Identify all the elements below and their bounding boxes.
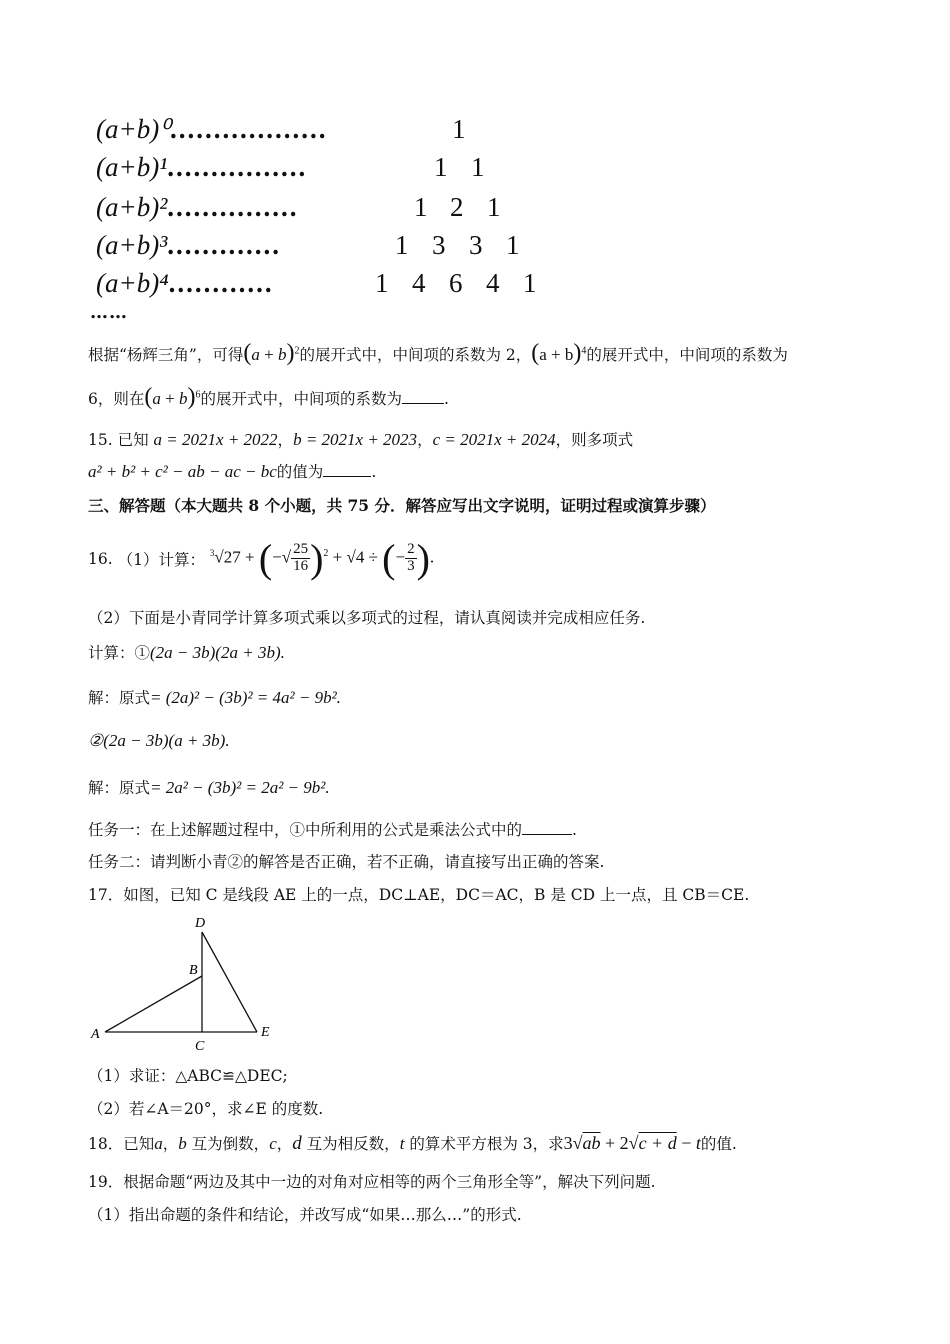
yanghui-row: (a+b)¹................ — [96, 152, 308, 182]
coef: 1 — [375, 268, 389, 298]
section-heading: 三、解答题（本大题共 8 个小题，共 75 分．解答应写出文字说明，证明过程或演算步骤） — [88, 496, 716, 515]
answer-blank[interactable] — [522, 820, 572, 835]
q16-part1: 16. （1）计算： $^3$√27 + (−√ $\frac{25}{16}$ )$^2$ + √4 ÷ (− $\frac{2}{3}$ ). — [88, 536, 435, 581]
q15-stem: 15. 已知 a = 2021x + 2022，b = 2021x + 2023，c = 2021x + 2024，则多项式 — [88, 430, 634, 449]
coef: 6 — [449, 268, 463, 298]
q16-sol2: 解：原式= 2a² − (3b)² = 2a² − 9b². — [88, 778, 330, 797]
ellipsis: …… — [90, 302, 128, 323]
label-c: C — [195, 1039, 205, 1054]
label-d: D — [195, 916, 206, 931]
coef: 4 — [412, 268, 426, 298]
q16-task2: 任务二：请判断小青②的解答是否正确，若不正确，请直接写出正确的答案. — [88, 853, 605, 871]
yanghui-row: (a+b)³............. — [96, 230, 282, 260]
coef: 2 — [450, 192, 464, 222]
q16-part2: （2）下面是小青同学计算多项式乘以多项式的过程，请认真阅读并完成相应任务. — [88, 609, 646, 627]
answer-blank[interactable] — [402, 389, 444, 404]
q16-sol1: 解：原式= (2a)² − (3b)² = 4a² − 9b². — [88, 688, 341, 707]
coef: 4 — [486, 268, 500, 298]
q18-stem: 18．已知a，b 互为倒数，c，d 互为相反数，t 的算术平方根为 3，求3√ab + 2√c + d − t的值. — [88, 1133, 737, 1154]
answer-blank[interactable] — [323, 462, 371, 477]
yanghui-row: (a+b)²............... — [96, 192, 299, 222]
coef: 1 — [434, 152, 448, 182]
coef: 1 — [452, 114, 466, 144]
q19-stem: 19．根据命题“两边及其中一边的对角对应相等的两个三角形全等”，解决下列问题. — [88, 1173, 656, 1191]
q17-part1: （1）求证：△ABC≌△DEC; — [88, 1067, 288, 1085]
coef: 1 — [395, 230, 409, 260]
q17-part2: （2）若∠A＝20°，求∠E 的度数. — [88, 1100, 324, 1118]
formula-18: 3√ab + 2√c + d − t — [563, 1133, 701, 1153]
coef: 1 — [471, 152, 485, 182]
q15-expr: a² + b² + c² − ab − ac − bc的值为 . — [88, 462, 377, 481]
coef: 1 — [414, 192, 428, 222]
coef: 1 — [487, 192, 501, 222]
segment-de — [202, 932, 257, 1032]
q16-item2: ②(2a − 3b)(a + 3b). — [88, 731, 230, 750]
formula-16: $^3$√27 + (−√ $\frac{25}{16}$ )$^2$ + √4 ÷ (− $\frac{2}{3}$ ). — [209, 536, 435, 581]
label-b: B — [189, 963, 198, 978]
q19-part1: （1）指出命题的条件和结论，并改写成“如果…那么…”的形式. — [88, 1206, 522, 1224]
q16-task1: 任务一：在上述解题过程中，①中所利用的公式是乘法公式中的 . — [88, 821, 577, 839]
q14-line1: 根据“杨辉三角”，可得$(a + b)^2$的展开式中，中间项的系数为 2，$(a + b)^4$的展开式中，中间项的系数为 — [88, 340, 788, 366]
q14-line2: 6，则在$(a + b)^6$的展开式中，中间项的系数为 . — [88, 384, 449, 410]
q17-stem: 17．如图，已知 C 是线段 AE 上的一点，DC⊥AE，DC＝AC，B 是 CD 上一点，且 CB＝CE. — [88, 886, 750, 904]
yanghui-row: (a+b)⁰.................. — [96, 114, 328, 144]
coef: 3 — [432, 230, 446, 260]
label-e: E — [261, 1025, 270, 1040]
yanghui-row: (a+b)⁴............ — [96, 268, 274, 298]
q16-calc: 计算：①(2a − 3b)(2a + 3b). — [88, 643, 285, 662]
triangle-figure — [85, 910, 285, 1055]
label-a: A — [91, 1027, 100, 1042]
segment-ab — [105, 976, 202, 1032]
coef: 1 — [506, 230, 520, 260]
coef: 1 — [523, 268, 537, 298]
coef: 3 — [469, 230, 483, 260]
